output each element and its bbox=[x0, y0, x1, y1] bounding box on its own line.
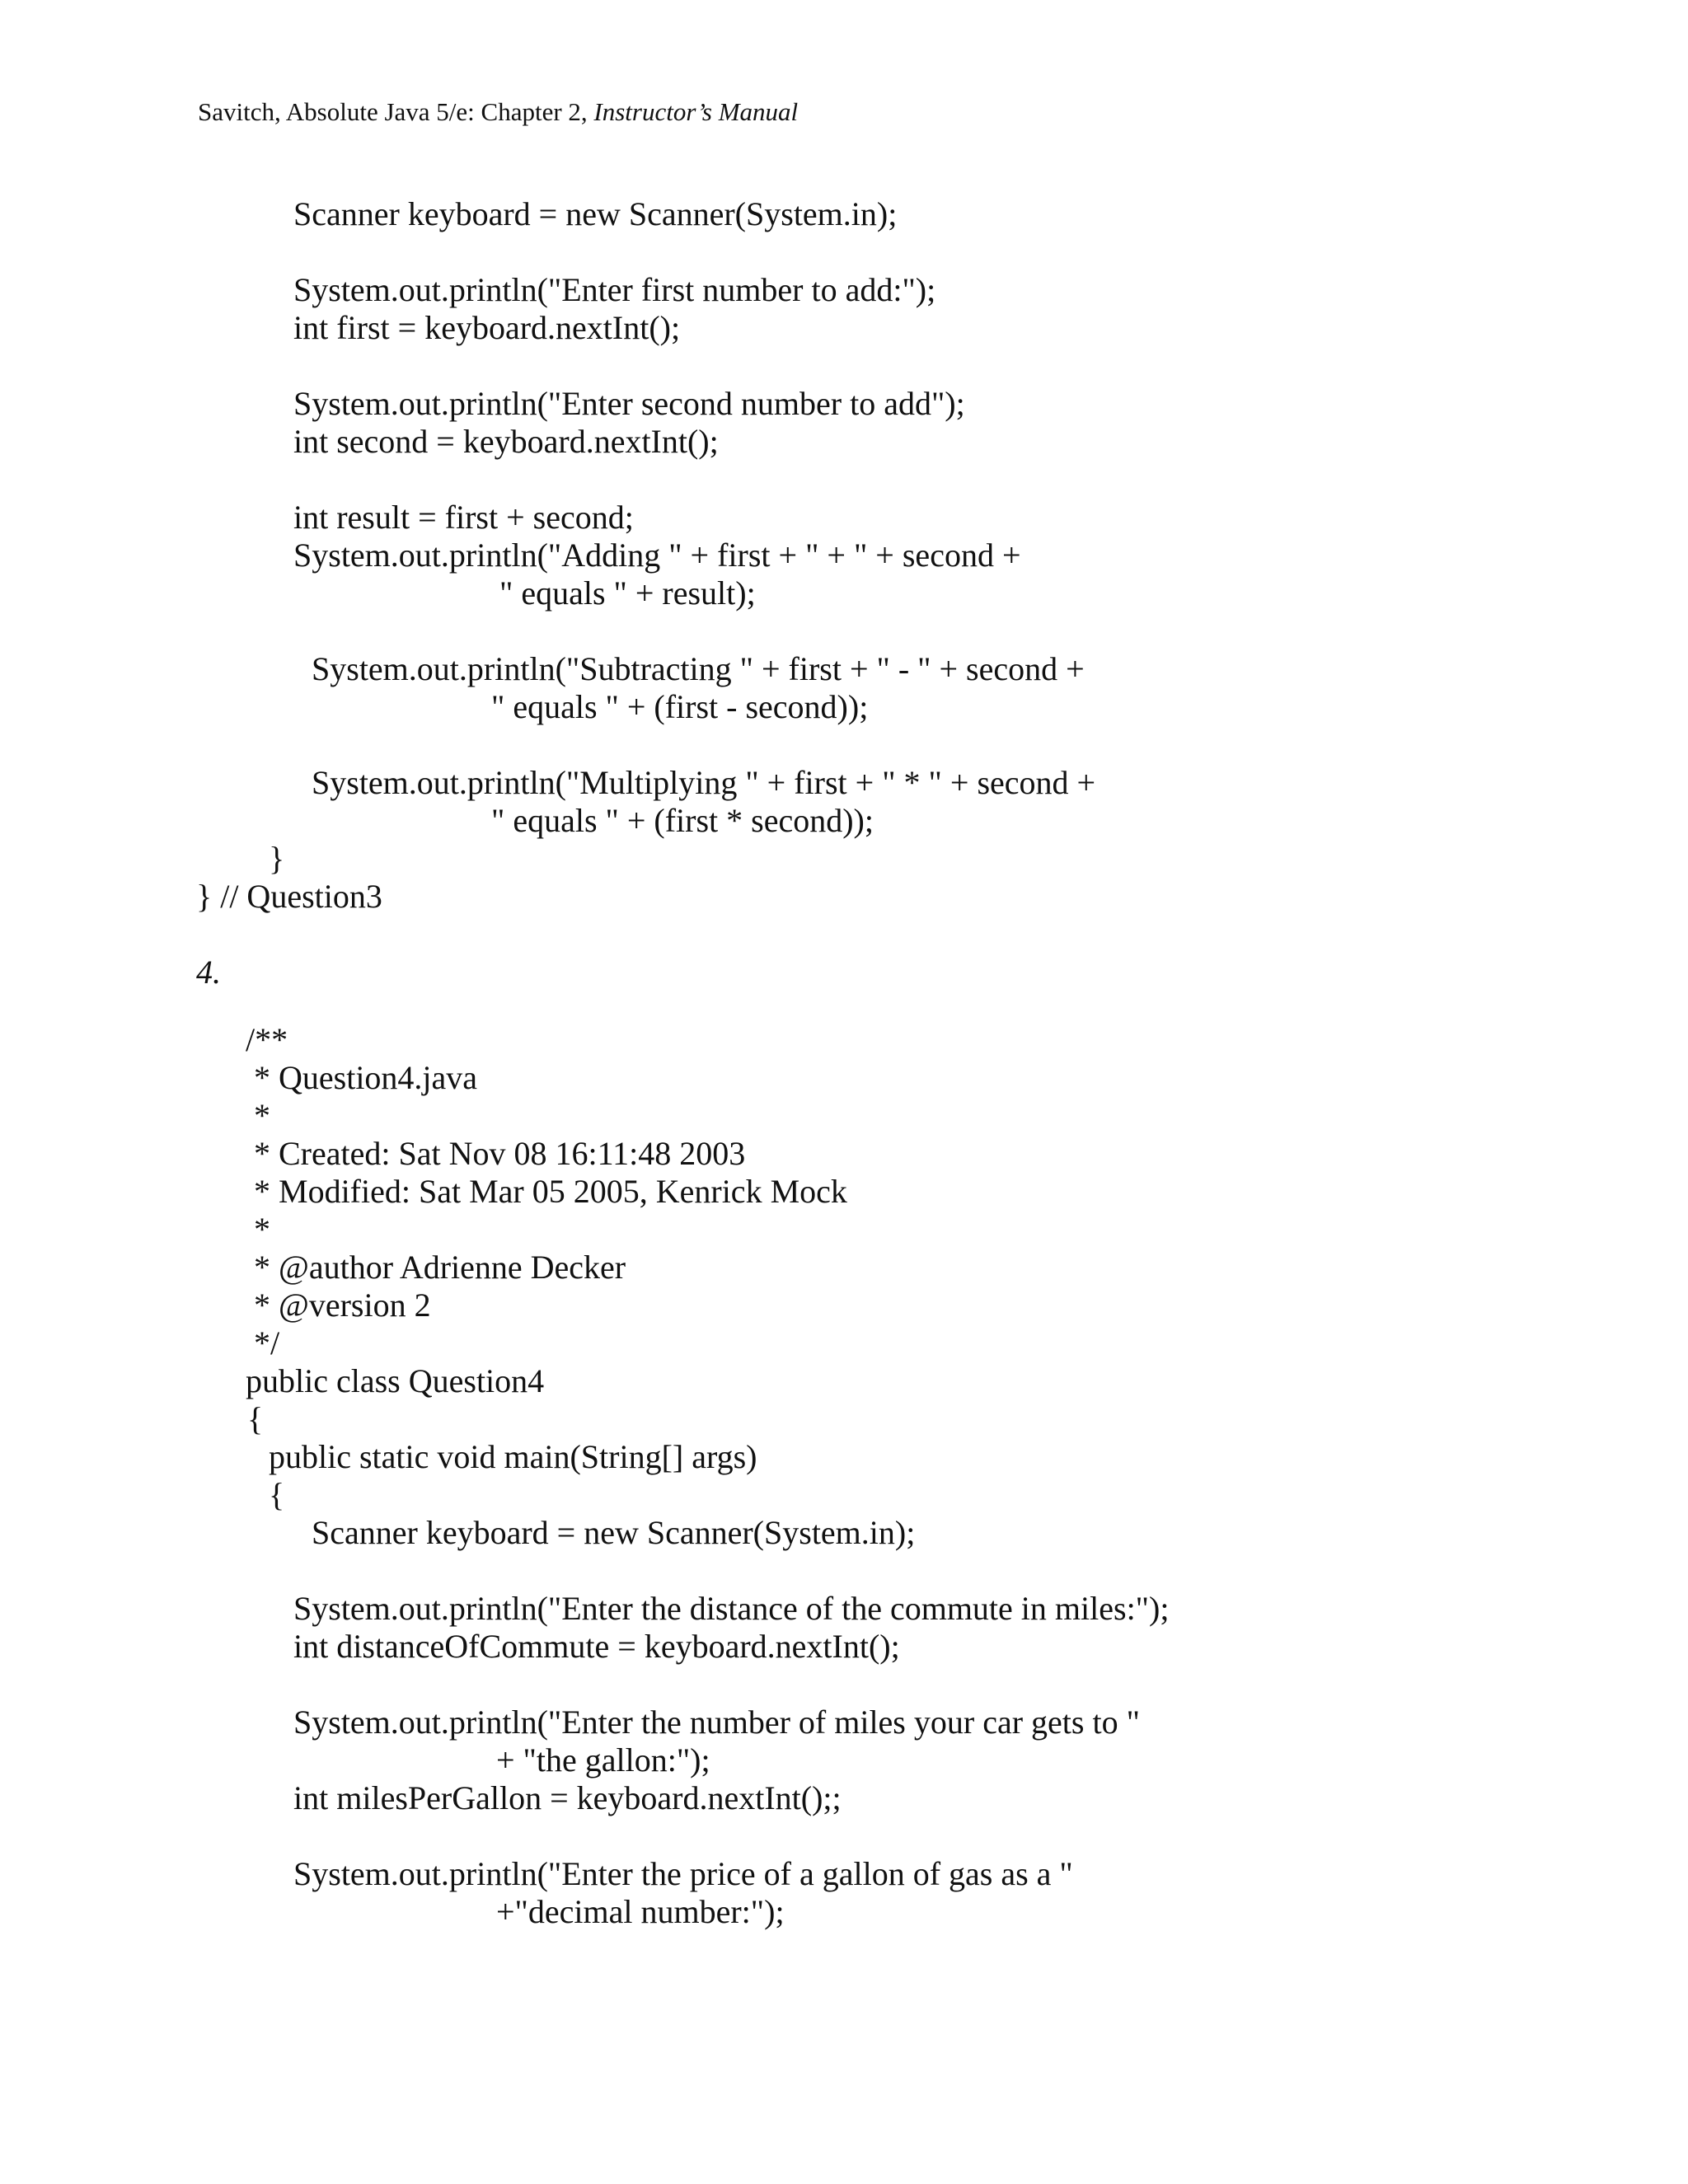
code-line: int result = first + second; bbox=[293, 499, 634, 536]
code-line: System.out.println("Adding " + first + " + " + second + bbox=[293, 537, 1021, 574]
code-line: * @author Adrienne Decker bbox=[246, 1249, 626, 1286]
code-line: System.out.println("Enter the price of a gallon of gas as a " bbox=[293, 1855, 1073, 1892]
header-text: Savitch, Absolute Java 5/e: Chapter 2, bbox=[198, 97, 594, 126]
code-line: Scanner keyboard = new Scanner(System.in); bbox=[293, 195, 898, 232]
code-line: /** bbox=[246, 1021, 288, 1058]
code-line: * @version 2 bbox=[246, 1286, 431, 1324]
code-line: System.out.println("Enter second number to add"); bbox=[293, 385, 965, 422]
code-line: int second = keyboard.nextInt(); bbox=[293, 423, 719, 460]
code-line: Scanner keyboard = new Scanner(System.in); bbox=[312, 1514, 916, 1551]
code-line: " equals " + result); bbox=[499, 574, 756, 612]
code-line: public static void main(String[] args) bbox=[269, 1438, 757, 1475]
question-number: 4. bbox=[196, 954, 221, 991]
code-line: int milesPerGallon = keyboard.nextInt();; bbox=[293, 1779, 842, 1816]
code-line: " equals " + (first - second)); bbox=[491, 688, 869, 725]
code-line: public class Question4 bbox=[246, 1362, 545, 1399]
code-line: } bbox=[269, 840, 285, 877]
page-header bbox=[198, 96, 798, 129]
code-line: } // Question3 bbox=[196, 878, 382, 915]
header-manual-title: Instructor’s Manual bbox=[593, 97, 799, 126]
code-line: * Created: Sat Nov 08 16:11:48 2003 bbox=[246, 1135, 746, 1172]
code-line: System.out.println("Enter first number to add:"); bbox=[293, 271, 936, 308]
code-line: int distanceOfCommute = keyboard.nextInt(); bbox=[293, 1628, 900, 1665]
code-line: */ bbox=[246, 1324, 280, 1361]
code-line: int first = keyboard.nextInt(); bbox=[293, 309, 681, 346]
code-line: System.out.println("Subtracting " + first + " - " + second + bbox=[312, 650, 1085, 687]
code-line: { bbox=[247, 1400, 264, 1437]
code-line: { bbox=[269, 1476, 285, 1513]
code-line: System.out.println("Multiplying " + first + " * " + second + bbox=[312, 764, 1096, 801]
code-line: * Question4.java bbox=[246, 1059, 478, 1096]
code-line: System.out.println("Enter the number of miles your car gets to " bbox=[293, 1704, 1140, 1741]
code-line: System.out.println("Enter the distance of the commute in miles:"); bbox=[293, 1590, 1170, 1627]
code-line: * Modified: Sat Mar 05 2005, Kenrick Mock bbox=[246, 1173, 847, 1210]
code-line: +"decimal number:"); bbox=[496, 1893, 785, 1930]
code-line: + "the gallon:"); bbox=[496, 1741, 710, 1779]
code-line: * bbox=[246, 1211, 270, 1248]
code-line: * bbox=[246, 1097, 270, 1134]
code-line: " equals " + (first * second)); bbox=[491, 802, 874, 839]
